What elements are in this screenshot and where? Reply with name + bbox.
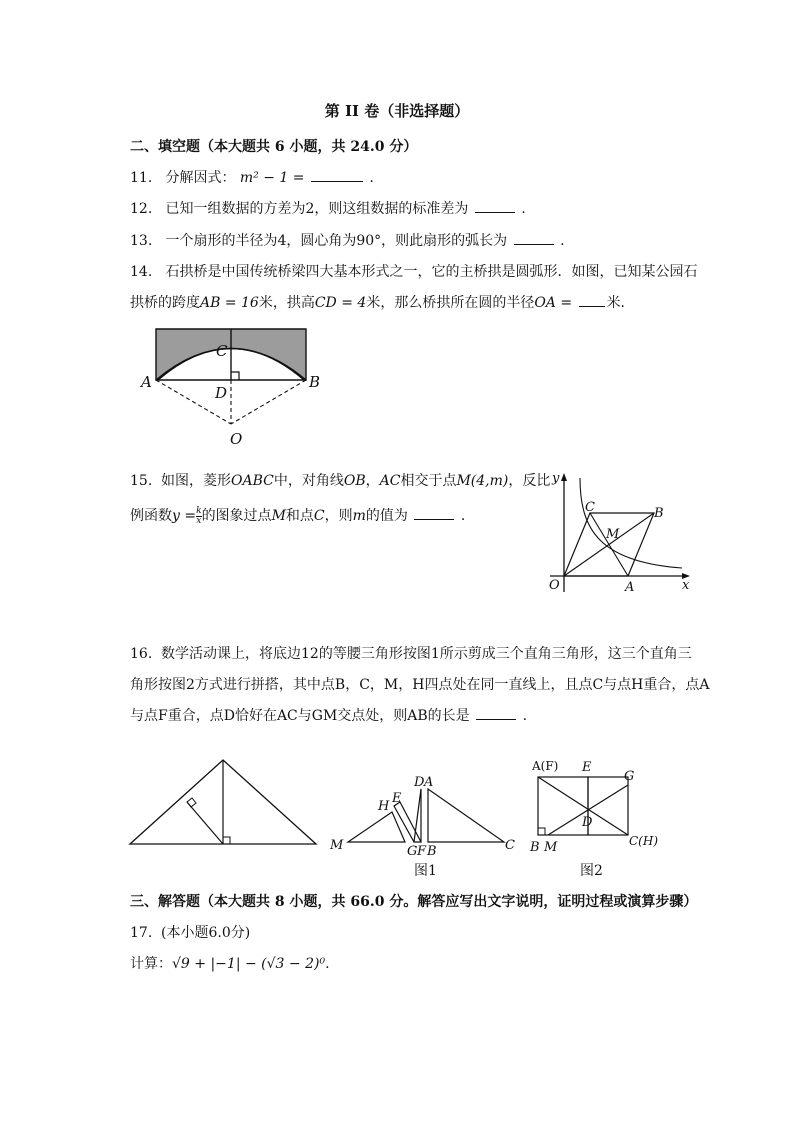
math-expression: m² − 1 = [239,170,305,186]
question-text: 的值为 [365,508,408,524]
question-14-line1 [130,261,697,281]
y-axis-arrow [561,473,567,481]
label-m: M [606,527,620,542]
isosceles-triangle-figure [128,758,323,848]
question-text: 例函数 [130,508,172,524]
question-16-line1 [130,643,692,663]
period: . [460,508,466,524]
math-c-point: C [313,508,325,524]
question-16-line2 [130,674,709,694]
question-number: 16. [130,646,153,662]
period: . [560,233,565,249]
label-f: F [417,844,427,859]
question-text: ，则 [324,508,353,524]
question-15-line1 [130,470,550,490]
answer-blank[interactable] [475,198,515,213]
math-expression: √9 + |−1| − (√3 − 2)⁰. [172,956,330,972]
figure-1 [328,770,523,880]
question-text: ，反比 [508,473,551,489]
question-text: 中，对角线 [273,473,344,489]
label-a: A [141,373,152,391]
math-ob: OB [343,473,366,489]
label-d: D [582,815,593,830]
period: . [369,170,374,186]
question-number: 17. [130,925,153,941]
question-text: 和点 [285,508,314,524]
label-a-f: A(F) [532,759,559,773]
question-text: 相交于点 [400,473,457,489]
right-angle-mark [223,837,230,844]
question-text: 分解因式： [165,170,236,186]
label-m: M [544,840,558,855]
answer-blank[interactable] [311,167,363,182]
question-number: 14. [130,264,153,280]
label-o: O [549,578,560,593]
question-text: 的图象过点 [201,508,272,524]
right-angle-mark [231,372,239,380]
question-score: (本小题6.0分) [161,925,251,941]
question-16-line3 [130,705,527,725]
period: . [522,708,528,724]
triangle-mhg [348,812,405,842]
math-ac: AC [379,473,401,489]
label-b: B [309,373,321,391]
figure-2 [528,755,668,885]
question-number: 13. [130,233,153,249]
perpendicular [187,802,223,844]
answer-blank[interactable] [579,292,605,307]
label-g: G [624,769,635,784]
diagonal-ac [590,513,628,576]
question-text: 如图，菱形 [161,473,231,489]
question-text: 角形按图2方式进行拼搭，其中点B，C，M，H四点处在同一直线上，且点C与点H重合，点A [130,677,710,693]
section-fill-blank-header: 二、填空题（本大题共 6 小题，共 24.0 分） [130,139,418,155]
answer-blank[interactable] [476,705,516,720]
rhombus-figure [540,470,700,600]
math-m-point: M [271,508,286,524]
question-text: 拱桥的跨度 [130,295,200,311]
question-number: 11. [130,170,153,186]
page-title: 第 II 卷（非选择题） [324,102,470,120]
question-14-line2 [130,292,635,312]
question-11 [130,167,374,187]
radius-ob [231,380,306,424]
label-c-h: C(H) [629,834,659,848]
math-m: m [352,508,366,524]
question-text: 计算： [130,956,172,972]
math-y-equals: y = [172,508,197,524]
figure-1-caption: 图1 [414,863,437,879]
label-b: B [427,844,437,859]
question-13 [130,230,565,250]
math-oabc: OABC [231,473,274,489]
right-angle-mark [187,798,196,807]
period: . [521,201,526,217]
label-b: B [654,506,664,521]
bridge-figure [140,322,340,452]
answer-blank[interactable] [514,230,554,245]
math-cd: CD = 4 [314,295,367,311]
math-ab: AB = 16 [200,295,259,311]
question-number: 15. [130,473,153,489]
label-h: H [378,799,390,814]
question-17-expression [130,953,330,973]
question-text: 数学活动课上，将底边12的等腰三角形按图1所示剪成三个直角三角形，这三个直角三 [161,646,692,662]
question-text: 米，拱高 [258,295,315,311]
label-o: O [230,430,243,448]
label-d: D [215,384,228,402]
label-a: A [424,775,434,790]
label-c: C [585,500,595,515]
question-17 [130,922,250,942]
label-x: x [682,578,690,593]
right-angle-mark [538,828,545,835]
label-e: E [582,760,592,775]
label-m: M [330,838,344,853]
answer-blank[interactable] [414,505,454,520]
label-e: E [392,791,402,806]
question-text: 已知一组数据的方差为2，则这组数据的标准差为 [165,201,469,217]
section-solutions-header: 三、解答题（本大题共 8 小题，共 66.0 分。解答应写出文字说明，证明过程或演算步骤） [130,894,698,910]
label-g: G [407,844,418,859]
numerator: k [196,505,202,516]
question-12 [130,198,526,218]
label-d: D [414,775,425,790]
question-number: 12. [130,201,153,217]
label-c: C [216,342,228,360]
question-15-line2 [130,505,465,526]
label-y: y [552,471,560,486]
label-a: A [625,580,635,595]
math-oa: OA = [534,295,573,311]
question-text: 一个扇形的半径为4，圆心角为90°，则此扇形的弧长为 [165,233,508,249]
question-text: 与点F重合，点D恰好在AC与GM交点处，则AB的长是 [130,708,470,724]
figure-2-caption: 图2 [580,863,603,879]
question-text: 石拱桥是中国传统桥梁四大基本形式之一，它的主桥拱是圆弧形．如图，已知某公园石 [165,264,698,280]
math-point-m: M(4,m) [456,473,509,489]
question-text: 米，那么桥拱所在圆的半径 [366,295,535,311]
label-c: C [505,838,515,853]
denominator: x [196,515,202,526]
triangle-abc [428,789,504,842]
punctuation: ， [365,473,380,489]
question-text: 米． [606,295,635,311]
label-b: B [530,840,540,855]
